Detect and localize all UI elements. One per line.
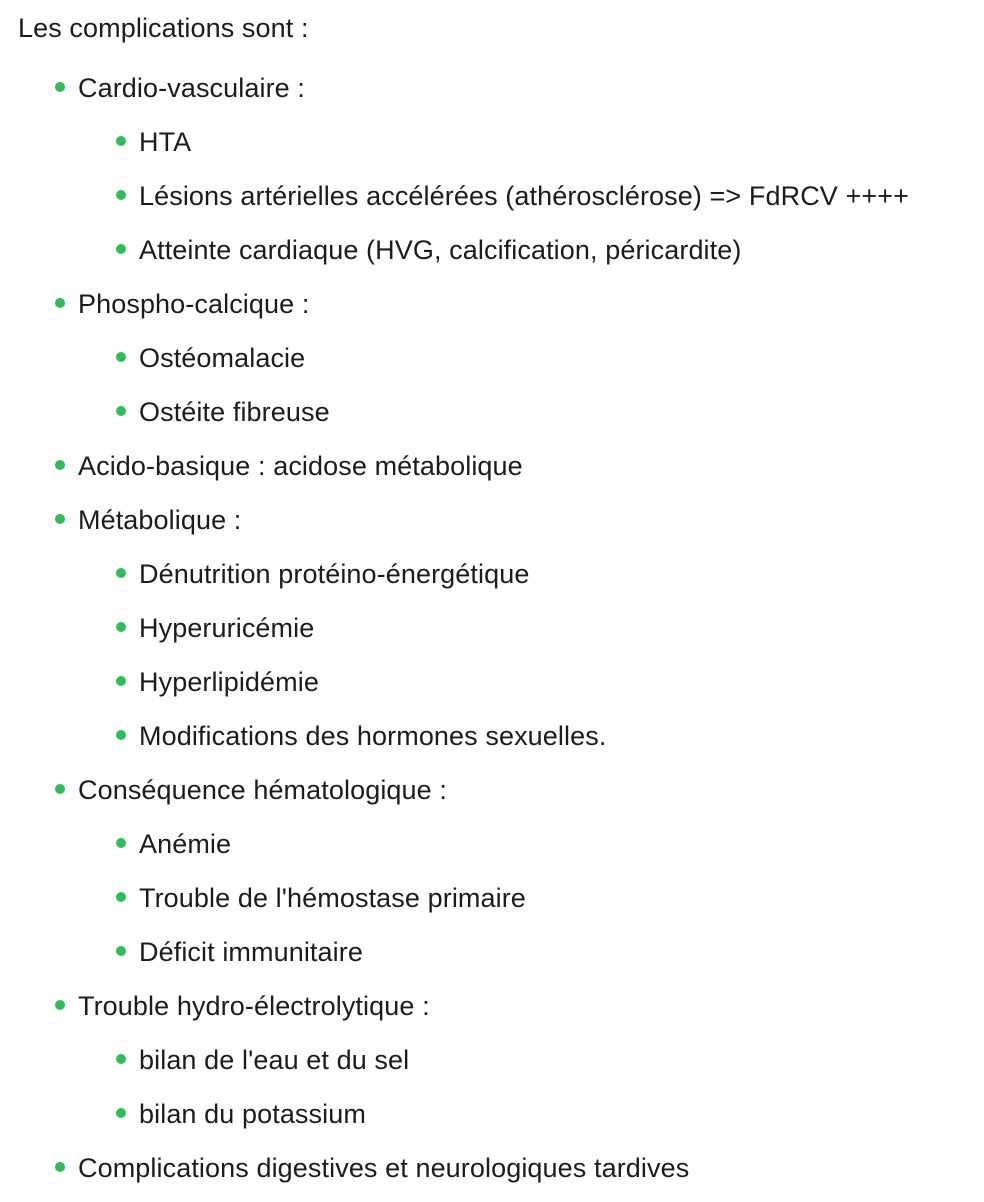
list-item-text: Cardio-vasculaire : [78, 73, 305, 103]
bullet-icon [116, 1054, 126, 1064]
list-item-text: Complications digestives et neurologiques tardives [78, 1153, 690, 1183]
intro-text: Les complications sont : [18, 13, 309, 43]
list-item [0, 284, 984, 338]
list-item-text: Ostéomalacie [139, 343, 306, 373]
list-item [0, 446, 984, 500]
list-item [0, 770, 984, 824]
list-item-text: HTA [139, 127, 192, 157]
list-item [0, 986, 984, 1040]
list-item-text: Acido-basique : acidose métabolique [78, 451, 523, 481]
bullet-icon [116, 730, 126, 740]
list-item-text: Phospho-calcique : [78, 289, 310, 319]
bullet-icon [116, 1108, 126, 1118]
list-item [0, 1148, 984, 1202]
sub-list-item [0, 716, 984, 770]
bullet-icon [55, 298, 65, 308]
bullet-icon [116, 838, 126, 848]
list-item-text: Anémie [139, 829, 232, 859]
bullet-icon [55, 1162, 65, 1172]
list-item-text: Hyperuricémie [139, 613, 315, 643]
list-item-text: Ostéite fibreuse [139, 397, 330, 427]
list-item-text: Trouble hydro-électrolytique : [78, 991, 430, 1021]
sub-list-item [0, 392, 984, 446]
sub-list-item [0, 1040, 984, 1094]
bullet-icon [116, 676, 126, 686]
bullet-icon [116, 946, 126, 956]
bullet-icon [116, 190, 126, 200]
sub-list-item [0, 122, 984, 176]
bullet-icon [55, 460, 65, 470]
list-item-text: Métabolique : [78, 505, 242, 535]
sub-list-item [0, 230, 984, 284]
list-item-text: bilan du potassium [139, 1099, 366, 1129]
bullet-icon [116, 352, 126, 362]
list-item-text: Lésions artérielles accélérées (athérosclérose) => FdRCV ++++ [139, 181, 909, 211]
list-item-text: Atteinte cardiaque (HVG, calcification, péricardite) [139, 235, 742, 265]
list-item [0, 500, 984, 554]
sub-list-item [0, 1094, 984, 1148]
list-item-text: Dénutrition protéino-énergétique [139, 559, 530, 589]
complications-list [0, 68, 984, 1202]
bullet-icon [55, 1000, 65, 1010]
sub-list-item [0, 176, 984, 230]
bullet-icon [55, 784, 65, 794]
sub-list-item [0, 932, 984, 986]
bullet-icon [116, 406, 126, 416]
bullet-icon [116, 244, 126, 254]
list-item-text: Hyperlipidémie [139, 667, 319, 697]
bullet-icon [55, 514, 65, 524]
sub-list-item [0, 338, 984, 392]
bullet-icon [116, 136, 126, 146]
list-item [0, 68, 984, 122]
bullet-icon [116, 622, 126, 632]
bullet-icon [55, 82, 65, 92]
list-item-text: Trouble de l'hémostase primaire [139, 883, 526, 913]
sub-list-item [0, 824, 984, 878]
bullet-icon [116, 568, 126, 578]
list-item-text: Conséquence hématologique : [78, 775, 447, 805]
list-item-text: Déficit immunitaire [139, 937, 363, 967]
sub-list-item [0, 554, 984, 608]
list-item-text: Modifications des hormones sexuelles. [139, 721, 607, 751]
sub-list-item [0, 608, 984, 662]
bullet-icon [116, 892, 126, 902]
sub-list-item [0, 662, 984, 716]
sub-list-item [0, 878, 984, 932]
list-item-text: bilan de l'eau et du sel [139, 1045, 410, 1075]
